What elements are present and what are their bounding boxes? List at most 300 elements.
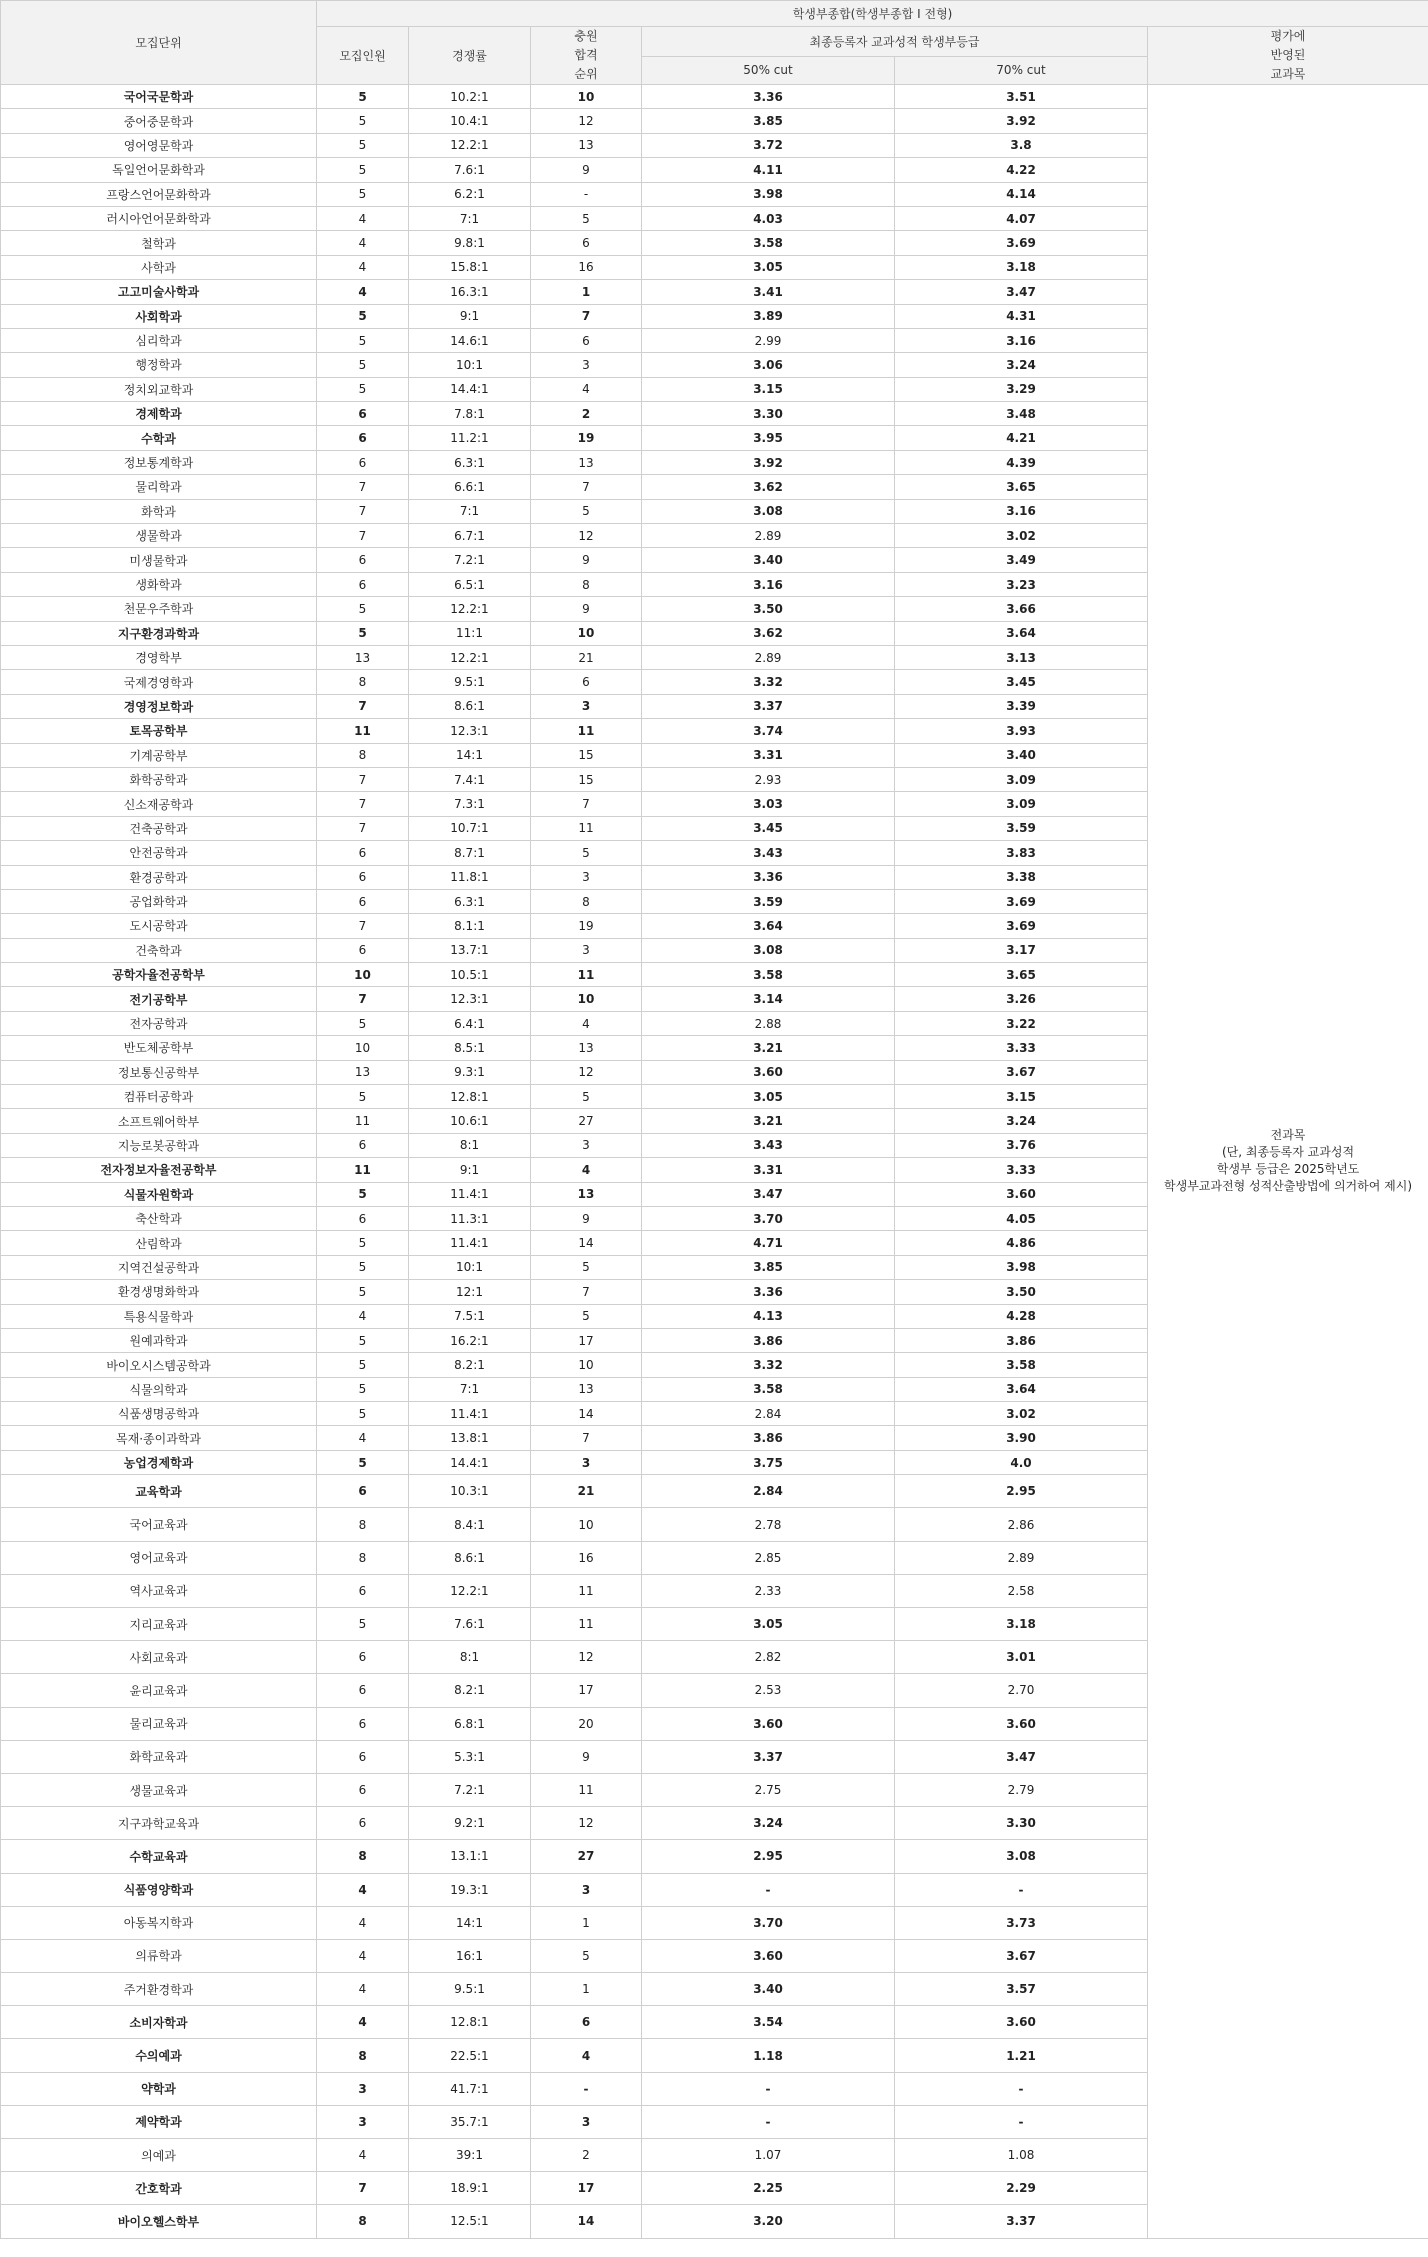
competition-cell: 8:1 (409, 1133, 531, 1157)
cut50-cell: 2.93 (642, 767, 895, 791)
competition-cell: 10.2:1 (409, 85, 531, 109)
capacity-cell: 6 (317, 450, 409, 474)
competition-cell: 11.8:1 (409, 865, 531, 889)
capacity-cell: 5 (317, 304, 409, 328)
cut70-cell: 3.22 (895, 1011, 1148, 1035)
cut50-cell: - (642, 1873, 895, 1906)
cut50-cell: 3.05 (642, 255, 895, 279)
capacity-cell: 8 (317, 2205, 409, 2238)
cut70-cell: 3.69 (895, 914, 1148, 938)
capacity-cell: 11 (317, 719, 409, 743)
cut70-cell: 3.37 (895, 2205, 1148, 2238)
cut70-cell: 3.98 (895, 1255, 1148, 1279)
unit-cell: 반도체공학부 (1, 1036, 317, 1060)
cut50-cell: 2.84 (642, 1475, 895, 1508)
cut70-cell: 2.29 (895, 2172, 1148, 2205)
cut70-cell: 3.24 (895, 353, 1148, 377)
cut50-cell: 1.18 (642, 2039, 895, 2072)
cut70-cell: 3.59 (895, 816, 1148, 840)
rank-cell: 13 (531, 133, 642, 157)
unit-cell: 생화학과 (1, 572, 317, 596)
capacity-cell: 10 (317, 1036, 409, 1060)
competition-cell: 15.8:1 (409, 255, 531, 279)
capacity-cell: 7 (317, 914, 409, 938)
cut50-cell: 3.32 (642, 1353, 895, 1377)
unit-cell: 화학교육과 (1, 1740, 317, 1773)
capacity-cell: 6 (317, 402, 409, 426)
rank-cell: 4 (531, 1158, 642, 1182)
cut50-cell: 2.88 (642, 1011, 895, 1035)
cut70-cell: 3.93 (895, 719, 1148, 743)
cut70-cell: 4.07 (895, 206, 1148, 230)
cut70-cell: 3.38 (895, 865, 1148, 889)
unit-cell: 심리학과 (1, 328, 317, 352)
header-reflected: 평가에 반영된 교과목 (1148, 27, 1428, 85)
cut70-cell: 3.17 (895, 938, 1148, 962)
cut70-cell: 3.30 (895, 1807, 1148, 1840)
rank-cell: 21 (531, 1475, 642, 1508)
unit-cell: 경영학부 (1, 645, 317, 669)
capacity-cell: 4 (317, 1939, 409, 1972)
capacity-cell: 5 (317, 1377, 409, 1401)
capacity-cell: 4 (317, 1973, 409, 2006)
unit-cell: 미생물학과 (1, 548, 317, 572)
competition-cell: 7.5:1 (409, 1304, 531, 1328)
competition-cell: 12.3:1 (409, 719, 531, 743)
note-line: (단, 최종등록자 교과성적 (1222, 1145, 1355, 1160)
cut70-cell: 3.50 (895, 1280, 1148, 1304)
cut50-cell: 3.20 (642, 2205, 895, 2238)
cut50-cell: 3.74 (642, 719, 895, 743)
unit-cell: 컴퓨터공학과 (1, 1085, 317, 1109)
cut70-cell: 1.08 (895, 2139, 1148, 2172)
cut50-cell: 3.62 (642, 475, 895, 499)
cut50-cell: 4.03 (642, 206, 895, 230)
unit-cell: 사학과 (1, 255, 317, 279)
cut50-cell: 3.75 (642, 1450, 895, 1474)
header-competition: 경쟁률 (409, 27, 531, 85)
cut70-cell: 3.65 (895, 963, 1148, 987)
competition-cell: 10.5:1 (409, 963, 531, 987)
unit-cell: 철학과 (1, 231, 317, 255)
cut50-cell: 3.60 (642, 1707, 895, 1740)
unit-cell: 식물의학과 (1, 1377, 317, 1401)
competition-cell: 8.7:1 (409, 841, 531, 865)
rank-cell: 9 (531, 158, 642, 182)
cut50-cell: 3.50 (642, 597, 895, 621)
cut70-cell: 3.65 (895, 475, 1148, 499)
capacity-cell: 4 (317, 1873, 409, 1906)
capacity-cell: 4 (317, 280, 409, 304)
cut70-cell: 3.86 (895, 1328, 1148, 1352)
rank-cell: 8 (531, 572, 642, 596)
rank-cell: 20 (531, 1707, 642, 1740)
unit-cell: 경영정보학과 (1, 694, 317, 718)
cut70-cell: 4.05 (895, 1206, 1148, 1230)
capacity-cell: 7 (317, 2172, 409, 2205)
competition-cell: 14:1 (409, 743, 531, 767)
rank-cell: 9 (531, 1740, 642, 1773)
cut50-cell: 3.70 (642, 1206, 895, 1230)
rank-cell: 10 (531, 1353, 642, 1377)
header-group: 학생부종합(학생부종합 I 전형) (317, 1, 1428, 27)
capacity-cell: 4 (317, 231, 409, 255)
cut50-cell: 3.31 (642, 743, 895, 767)
cut70-cell: 3.02 (895, 524, 1148, 548)
unit-cell: 약학과 (1, 2072, 317, 2105)
cut50-cell: 3.86 (642, 1426, 895, 1450)
cut50-cell: 2.84 (642, 1402, 895, 1426)
unit-cell: 축산학과 (1, 1206, 317, 1230)
competition-cell: 19.3:1 (409, 1873, 531, 1906)
unit-cell: 경제학과 (1, 402, 317, 426)
capacity-cell: 7 (317, 792, 409, 816)
rank-cell: 11 (531, 963, 642, 987)
unit-cell: 전자정보자율전공학부 (1, 1158, 317, 1182)
unit-cell: 간호학과 (1, 2172, 317, 2205)
header-capacity: 모집인원 (317, 27, 409, 85)
unit-cell: 국어국문학과 (1, 85, 317, 109)
cut70-cell: - (895, 2105, 1148, 2138)
competition-cell: 14.6:1 (409, 328, 531, 352)
competition-cell: 10.6:1 (409, 1109, 531, 1133)
unit-cell: 중어중문학과 (1, 109, 317, 133)
competition-cell: 10:1 (409, 353, 531, 377)
cut70-cell: 4.21 (895, 426, 1148, 450)
cut50-cell: 3.36 (642, 865, 895, 889)
cut50-cell: 3.54 (642, 2006, 895, 2039)
note-line: 학생부 등급은 2025학년도 (1216, 1162, 1360, 1177)
cut70-cell: 3.67 (895, 1060, 1148, 1084)
cut50-cell: 3.14 (642, 987, 895, 1011)
rank-cell: 13 (531, 1036, 642, 1060)
capacity-cell: 4 (317, 1426, 409, 1450)
rank-cell: 11 (531, 816, 642, 840)
unit-cell: 국어교육과 (1, 1508, 317, 1541)
capacity-cell: 7 (317, 767, 409, 791)
competition-cell: 10:1 (409, 1255, 531, 1279)
rank-cell: 2 (531, 402, 642, 426)
header-rank: 충원 합격 순위 (531, 27, 642, 85)
capacity-cell: 5 (317, 109, 409, 133)
rank-cell: 14 (531, 1402, 642, 1426)
capacity-cell: 5 (317, 1182, 409, 1206)
header-unit: 모집단위 (1, 1, 317, 85)
competition-cell: 7.8:1 (409, 402, 531, 426)
cut70-cell: 3.18 (895, 255, 1148, 279)
cut70-cell: 3.09 (895, 767, 1148, 791)
reflected-subjects-note (1148, 85, 1428, 2239)
unit-cell: 기계공학부 (1, 743, 317, 767)
unit-cell: 공학자율전공학부 (1, 963, 317, 987)
rank-cell: 12 (531, 1641, 642, 1674)
cut70-cell: 2.70 (895, 1674, 1148, 1707)
capacity-cell: 5 (317, 621, 409, 645)
cut50-cell: 3.37 (642, 1740, 895, 1773)
capacity-cell: 7 (317, 694, 409, 718)
cut70-cell: 3.09 (895, 792, 1148, 816)
capacity-cell: 5 (317, 1231, 409, 1255)
table-body (1, 85, 1428, 2239)
cut70-cell: 3.33 (895, 1036, 1148, 1060)
rank-cell: 7 (531, 792, 642, 816)
cut70-cell: 3.18 (895, 1608, 1148, 1641)
cut50-cell: 4.71 (642, 1231, 895, 1255)
cut50-cell: 3.85 (642, 1255, 895, 1279)
competition-cell: 12.8:1 (409, 2006, 531, 2039)
capacity-cell: 6 (317, 1707, 409, 1740)
rank-cell: 5 (531, 1085, 642, 1109)
rank-cell: 1 (531, 1973, 642, 2006)
rank-cell: 1 (531, 280, 642, 304)
competition-cell: 6.4:1 (409, 1011, 531, 1035)
cut50-cell: 2.99 (642, 328, 895, 352)
unit-cell: 주거환경학과 (1, 1973, 317, 2006)
cut50-cell: 3.85 (642, 109, 895, 133)
competition-cell: 8.2:1 (409, 1353, 531, 1377)
cut50-cell: 3.37 (642, 694, 895, 718)
rank-cell: 16 (531, 255, 642, 279)
competition-cell: 16.3:1 (409, 280, 531, 304)
cut70-cell: 3.48 (895, 402, 1148, 426)
rank-cell: 4 (531, 1011, 642, 1035)
capacity-cell: 5 (317, 182, 409, 206)
cut50-cell: 3.36 (642, 1280, 895, 1304)
capacity-cell: 5 (317, 133, 409, 157)
cut50-cell: 3.43 (642, 1133, 895, 1157)
cut70-cell: - (895, 2072, 1148, 2105)
cut50-cell: 3.45 (642, 816, 895, 840)
cut70-cell: 3.16 (895, 328, 1148, 352)
capacity-cell: 5 (317, 1402, 409, 1426)
competition-cell: 7.4:1 (409, 767, 531, 791)
competition-cell: 39:1 (409, 2139, 531, 2172)
competition-cell: 8.1:1 (409, 914, 531, 938)
rank-cell: - (531, 2072, 642, 2105)
rank-cell: 3 (531, 865, 642, 889)
competition-cell: 9.8:1 (409, 231, 531, 255)
competition-cell: 7.6:1 (409, 1608, 531, 1641)
rank-cell: 13 (531, 450, 642, 474)
capacity-cell: 6 (317, 1773, 409, 1806)
cut50-cell: 3.31 (642, 1158, 895, 1182)
rank-cell: 27 (531, 1840, 642, 1873)
unit-cell: 교육학과 (1, 1475, 317, 1508)
capacity-cell: 5 (317, 1450, 409, 1474)
cut70-cell: 2.89 (895, 1541, 1148, 1574)
unit-cell: 윤리교육과 (1, 1674, 317, 1707)
unit-cell: 바이오헬스학부 (1, 2205, 317, 2238)
competition-cell: 8.5:1 (409, 1036, 531, 1060)
rank-cell: 7 (531, 1280, 642, 1304)
unit-cell: 프랑스언어문화학과 (1, 182, 317, 206)
rank-cell: 12 (531, 1060, 642, 1084)
cut70-cell: 3.33 (895, 1158, 1148, 1182)
unit-cell: 환경생명화학과 (1, 1280, 317, 1304)
rank-cell: 6 (531, 670, 642, 694)
rank-cell: 19 (531, 426, 642, 450)
rank-cell: 10 (531, 621, 642, 645)
rank-cell: 3 (531, 938, 642, 962)
capacity-cell: 5 (317, 85, 409, 109)
rank-cell: 4 (531, 2039, 642, 2072)
cut70-cell: 3.64 (895, 621, 1148, 645)
rank-cell: 14 (531, 1231, 642, 1255)
cut50-cell: 2.95 (642, 1840, 895, 1873)
competition-cell: 6.8:1 (409, 1707, 531, 1740)
cut70-cell: 1.21 (895, 2039, 1148, 2072)
cut50-cell: 2.85 (642, 1541, 895, 1574)
cut50-cell: 3.43 (642, 841, 895, 865)
competition-cell: 12:1 (409, 1280, 531, 1304)
rank-cell: 10 (531, 85, 642, 109)
cut50-cell: 3.15 (642, 377, 895, 401)
cut70-cell: 3.29 (895, 377, 1148, 401)
capacity-cell: 5 (317, 1353, 409, 1377)
unit-cell: 의예과 (1, 2139, 317, 2172)
unit-cell: 의류학과 (1, 1939, 317, 1972)
rank-cell: 9 (531, 548, 642, 572)
cut50-cell: 3.40 (642, 1973, 895, 2006)
cut70-cell: 3.26 (895, 987, 1148, 1011)
cut70-cell: 3.49 (895, 548, 1148, 572)
rank-cell: 17 (531, 1328, 642, 1352)
capacity-cell: 4 (317, 2139, 409, 2172)
capacity-cell: 6 (317, 1674, 409, 1707)
header-cut50: 50% cut (642, 56, 895, 84)
rank-cell: 21 (531, 645, 642, 669)
unit-cell: 건축학과 (1, 938, 317, 962)
cut50-cell: 3.70 (642, 1906, 895, 1939)
competition-cell: 6.7:1 (409, 524, 531, 548)
cut50-cell: 3.21 (642, 1109, 895, 1133)
rank-cell: 5 (531, 206, 642, 230)
unit-cell: 천문우주학과 (1, 597, 317, 621)
competition-cell: 13.8:1 (409, 1426, 531, 1450)
unit-cell: 지구환경과학과 (1, 621, 317, 645)
unit-cell: 사회교육과 (1, 1641, 317, 1674)
rank-cell: 6 (531, 231, 642, 255)
cut50-cell: 3.24 (642, 1807, 895, 1840)
capacity-cell: 4 (317, 255, 409, 279)
competition-cell: 16.2:1 (409, 1328, 531, 1352)
cut50-cell: 3.58 (642, 963, 895, 987)
unit-cell: 바이오시스템공학과 (1, 1353, 317, 1377)
unit-cell: 안전공학과 (1, 841, 317, 865)
cut50-cell: 3.60 (642, 1060, 895, 1084)
capacity-cell: 6 (317, 1206, 409, 1230)
rank-cell: 3 (531, 2105, 642, 2138)
unit-cell: 토목공학부 (1, 719, 317, 743)
unit-cell: 소비자학과 (1, 2006, 317, 2039)
competition-cell: 8:1 (409, 1641, 531, 1674)
rank-cell: 5 (531, 841, 642, 865)
cut50-cell: 3.16 (642, 572, 895, 596)
capacity-cell: 6 (317, 1641, 409, 1674)
capacity-cell: 6 (317, 1475, 409, 1508)
unit-cell: 환경공학과 (1, 865, 317, 889)
competition-cell: 6.5:1 (409, 572, 531, 596)
unit-cell: 식품영양학과 (1, 1873, 317, 1906)
competition-cell: 8.4:1 (409, 1508, 531, 1541)
competition-cell: 13.7:1 (409, 938, 531, 962)
rank-cell: 3 (531, 353, 642, 377)
capacity-cell: 5 (317, 353, 409, 377)
cut70-cell: 4.86 (895, 1231, 1148, 1255)
rank-cell: 12 (531, 109, 642, 133)
rank-cell: 14 (531, 2205, 642, 2238)
competition-cell: 11.3:1 (409, 1206, 531, 1230)
cut50-cell: 3.62 (642, 621, 895, 645)
rank-cell: 10 (531, 1508, 642, 1541)
unit-cell: 전자공학과 (1, 1011, 317, 1035)
capacity-cell: 3 (317, 2072, 409, 2105)
competition-cell: 12.3:1 (409, 987, 531, 1011)
capacity-cell: 13 (317, 1060, 409, 1084)
cut50-cell: 2.89 (642, 645, 895, 669)
competition-cell: 6.3:1 (409, 450, 531, 474)
capacity-cell: 5 (317, 377, 409, 401)
capacity-cell: 6 (317, 548, 409, 572)
cut50-cell: 3.06 (642, 353, 895, 377)
cut70-cell: 4.14 (895, 182, 1148, 206)
cut70-cell: 4.28 (895, 1304, 1148, 1328)
capacity-cell: 5 (317, 597, 409, 621)
unit-cell: 신소재공학과 (1, 792, 317, 816)
rank-cell: 1 (531, 1906, 642, 1939)
capacity-cell: 6 (317, 426, 409, 450)
cut50-cell: 3.40 (642, 548, 895, 572)
capacity-cell: 13 (317, 645, 409, 669)
rank-cell: 6 (531, 328, 642, 352)
competition-cell: 12.2:1 (409, 133, 531, 157)
competition-cell: 7.2:1 (409, 548, 531, 572)
capacity-cell: 6 (317, 938, 409, 962)
rank-cell: 9 (531, 1206, 642, 1230)
cut70-cell: 3.60 (895, 1182, 1148, 1206)
rank-cell: 13 (531, 1182, 642, 1206)
competition-cell: 11.4:1 (409, 1231, 531, 1255)
cut70-cell: 3.8 (895, 133, 1148, 157)
unit-cell: 공업화학과 (1, 889, 317, 913)
cut50-cell: 3.03 (642, 792, 895, 816)
cut70-cell: 3.66 (895, 597, 1148, 621)
rank-cell: - (531, 182, 642, 206)
cut50-cell: 3.89 (642, 304, 895, 328)
capacity-cell: 6 (317, 889, 409, 913)
competition-cell: 9:1 (409, 304, 531, 328)
capacity-cell: 5 (317, 1280, 409, 1304)
rank-cell: 3 (531, 1133, 642, 1157)
capacity-cell: 7 (317, 499, 409, 523)
cut50-cell: 1.07 (642, 2139, 895, 2172)
capacity-cell: 3 (317, 2105, 409, 2138)
competition-cell: 10.7:1 (409, 816, 531, 840)
capacity-cell: 4 (317, 1906, 409, 1939)
rank-cell: 10 (531, 987, 642, 1011)
competition-cell: 8.6:1 (409, 694, 531, 718)
rank-cell: 11 (531, 1773, 642, 1806)
competition-cell: 18.9:1 (409, 2172, 531, 2205)
rank-cell: 12 (531, 1807, 642, 1840)
competition-cell: 11.4:1 (409, 1402, 531, 1426)
cut70-cell: 3.76 (895, 1133, 1148, 1157)
rank-cell: 3 (531, 1873, 642, 1906)
rank-cell: 3 (531, 694, 642, 718)
unit-cell: 지리교육과 (1, 1608, 317, 1641)
competition-cell: 14.4:1 (409, 1450, 531, 1474)
rank-cell: 15 (531, 767, 642, 791)
